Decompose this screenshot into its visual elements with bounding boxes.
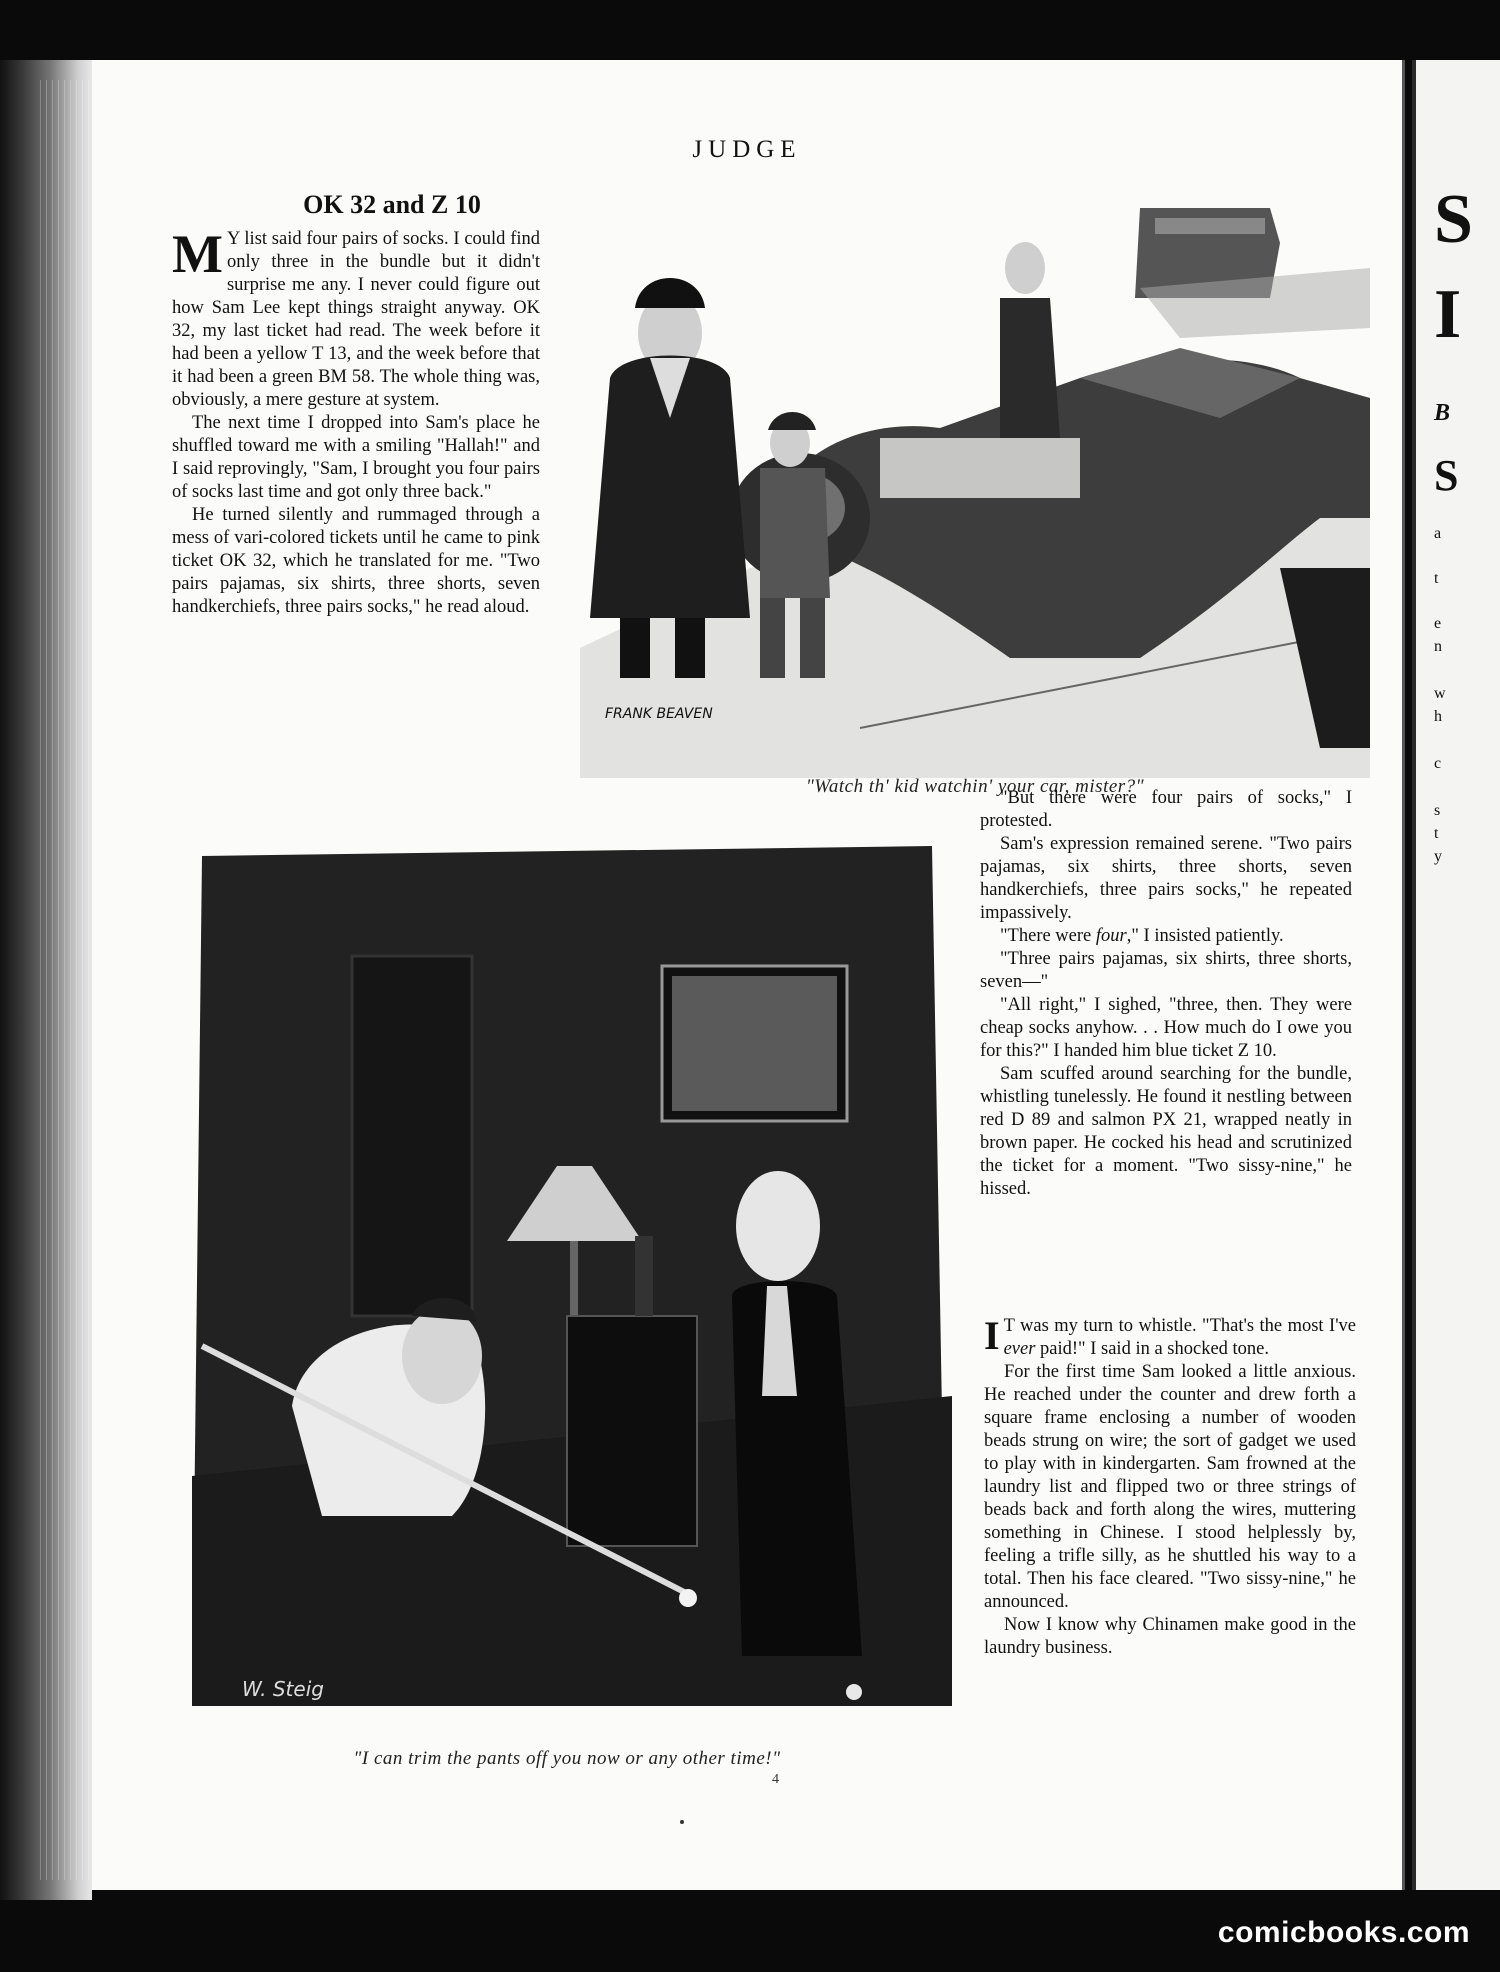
paragraph-text: T was my turn to whistle. "That's the most I've [1003, 1316, 1356, 1336]
magazine-page [92, 60, 1405, 1890]
drop-cap: I [984, 1313, 1000, 1358]
paragraph: The next time I dropped into Sam's place he shuffled toward me with a smiling "Hallah!" and I said reprovingly, "Sam, I brought you four pairs of socks last time and got only three back." [172, 413, 540, 502]
paragraph: "But there were four pairs of socks," I protested. [980, 788, 1352, 831]
fragment-letter: I [1434, 276, 1462, 353]
text-column-2 [980, 787, 1352, 1201]
fragment-letter: c [1434, 755, 1442, 772]
paragraph: For the first time Sam looked a little anxious. He reached under the counter and drew forth a square frame enclosing a number of wooden beads strung on wire; the sort of gadget we used to play with in kindergarten. Sam frowned at the laundry list and flipped two or three strings of beads back and forth along the wires, muttering something in Chinese. I stood helplessly by, feeling a trifle silly, as he shuttled his way to a total. Then his face cleared. "Two sissy-nine," he announced. [984, 1362, 1356, 1612]
fragment-letter: h [1434, 708, 1442, 725]
paragraph-text: Y list said four pairs of socks. I could find only three in the bundle but it didn't surprise me any. I never could figure out how Sam Lee kept things straight anyway. OK 32, my last ticket had read. The week before it had been a yellow T 13, and the week before that it had been a green BM 58. The whole thing was, obviously, a mere gesture at system. [172, 229, 540, 410]
paragraph: "All right," I sighed, "three, then. They were cheap socks anyhow. . . How much do I owe you for this?" I handed him blue ticket Z 10. [980, 995, 1352, 1061]
paragraph: He turned silently and rummaged through a mess of vari-colored tickets until he came to pink ticket OK 32, which he translated for me. "Two pairs pajamas, six shirts, three shorts, seven handkerchiefs, three pairs socks," he read aloud. [172, 505, 540, 617]
illustration-caption: "I can trim the pants off you now or any other time!" [353, 1748, 781, 1769]
fragment-letter: S [1434, 181, 1473, 258]
page-edges [40, 80, 92, 1880]
paragraph [172, 224, 540, 412]
paragraph: Sam's expression remained serene. "Two pairs pajamas, six shirts, three shorts, seven handkerchiefs, three pairs socks," he repeated impassively. [980, 834, 1352, 923]
page-number: 4 [772, 1772, 779, 1787]
fragment-letter: e [1434, 615, 1442, 632]
fragment-letter: a [1434, 525, 1442, 542]
paragraph: Now I know why Chinamen make good in the laundry business. [984, 1615, 1356, 1658]
next-page-fragment [1412, 60, 1500, 1890]
text-column-1 [172, 224, 540, 619]
fragment-letter: t [1434, 825, 1439, 842]
fragment-letter: y [1434, 848, 1442, 865]
fragment-letter: B [1434, 400, 1451, 426]
fragment-letter: n [1434, 638, 1442, 655]
emphasis: four [1095, 926, 1127, 946]
paragraph-text: ," I insisted patiently. [1126, 926, 1284, 946]
fragment-letter: w [1434, 685, 1446, 702]
paragraph [980, 925, 1352, 948]
text-column-3 [984, 1315, 1356, 1660]
paragraph: "Three pairs pajamas, six shirts, three shorts, seven—" [980, 949, 1352, 992]
paragraph: Sam scuffed around searching for the bundle, whistling tunelessly. He found it nestling between red D 89 and salmon PX 21, wrapped neatly in brown paper. He cocked his head and scrutinized the ticket for a moment. "Two sissy-nine," he hissed. [980, 1064, 1352, 1199]
fragment-letter: t [1434, 570, 1439, 587]
watermark: comicbooks.com [1217, 1916, 1470, 1949]
paragraph-text: "There were [1000, 926, 1096, 946]
printer-dot [680, 1820, 684, 1824]
illustration-car-scene [580, 188, 1370, 778]
article-title: OK 32 and Z 10 [303, 190, 481, 219]
running-head: JUDGE [692, 136, 802, 163]
illustration-signature: FRANK BEAVEN [605, 706, 713, 722]
paragraph [984, 1315, 1356, 1361]
illustration-caption: "Watch th' kid watchin' your car, mister?" [805, 776, 1145, 797]
fragment-letter: S [1434, 451, 1459, 500]
drop-cap: M [172, 224, 223, 284]
illustration-billiards-scene [172, 836, 962, 1746]
illustration-signature: W. Steig [242, 1677, 324, 1701]
fragment-letter: s [1434, 802, 1441, 819]
emphasis: ever [1003, 1339, 1036, 1359]
paragraph-text: paid!" I said in a shocked tone. [1035, 1339, 1270, 1359]
